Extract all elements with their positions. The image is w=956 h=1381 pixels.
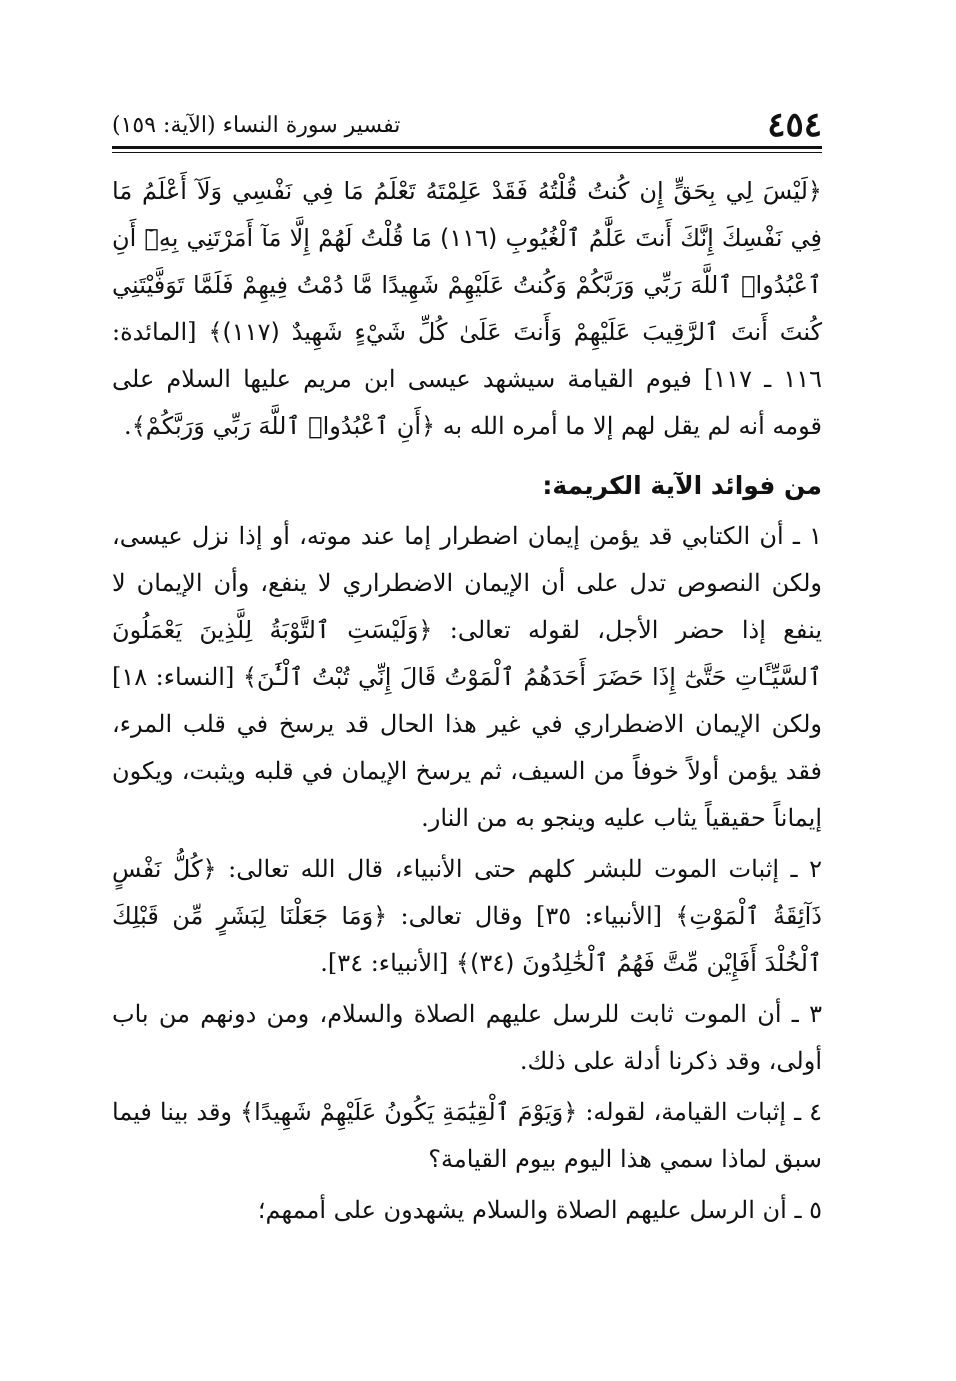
point-text: ٥ ـ أن الرسل عليهم الصلاة والسلام يشهدون على أممهم؛ bbox=[257, 1196, 822, 1224]
point-text: [النساء: ١٨] ولكن الإيمان الاضطراري في غير هذا الحال قد يرسخ في قلب المرء، فقد يؤمن أولاً خوفاً من السيف، ثم يرسخ الإيمان في قلبه ويثبت، ويكون إيماناً حقيقياً يثاب عليه وينجو به من النار. bbox=[112, 663, 822, 832]
benefit-point-4 bbox=[112, 1089, 822, 1183]
paragraph-end: . bbox=[124, 412, 132, 440]
point-text: وقد بينا فيما سبق لماذا سمي هذا اليوم بيوم القيامة؟ bbox=[112, 1098, 822, 1173]
quran-verse: ﴿وَيَوْمَ ٱلْقِيَٰمَةِ يَكُونُ عَلَيْهِمْ شَهِيدًا﴾ bbox=[240, 1098, 578, 1126]
intro-paragraph bbox=[112, 168, 822, 450]
point-text: [الأنبياء: ٣٤]. bbox=[320, 949, 456, 977]
point-text: [الأنبياء: ٣٥] وقال تعالى: bbox=[387, 902, 676, 930]
page-number: ٤٥٤ bbox=[767, 105, 822, 145]
point-text: ٤ ـ إثبات القيامة، لقوله: bbox=[577, 1098, 822, 1126]
section-heading: من فوائد الآية الكريمة: bbox=[542, 471, 822, 500]
page-header bbox=[112, 105, 822, 145]
quran-verse: ﴿وَلَيْسَتِ ٱلتَّوْبَةُ لِلَّذِينَ يَعْمَلُونَ ٱلسَّيِّـَٔاتِ حَتَّىٰٓ إِذَا حَضَرَ أَحَدَهُمُ ٱلْمَوْتُ قَالَ إِنِّي تُبْتُ ٱلْـَٰٔنَ﴾ bbox=[112, 616, 822, 691]
point-text: ٣ ـ أن الموت ثابت للرسل عليهم الصلاة والسلام، ومن دونهم من باب أولى، وقد ذكرنا أدلة على ذلك. bbox=[112, 1000, 822, 1075]
benefit-point-5 bbox=[112, 1187, 822, 1234]
verse-reference: [المائدة: ١١٦ ـ ١١٧] bbox=[112, 318, 823, 393]
quran-verse: ﴿وَمَا جَعَلْنَا لِبَشَرٍ مِّن قَبْلِكَ ٱلْخُلْدَ أَفَإِيْن مِّتَّ فَهُمُ ٱلْخَٰلِدُونَ (٣٤)﴾ bbox=[112, 902, 822, 977]
benefit-point-3 bbox=[112, 991, 822, 1085]
quran-verse: ﴿كُلُّ نَفْسٍ ذَآئِقَةُ ٱلْمَوْتِ﴾ bbox=[112, 855, 822, 930]
point-text: ٢ ـ إثبات الموت للبشر كلهم حتى الأنبياء، قال الله تعالى: bbox=[216, 855, 822, 883]
quran-verse: ﴿لَيْسَ لِي بِحَقٍّ إِن كُنتُ قُلْتُهُ فَقَدْ عَلِمْتَهُ تَعْلَمُ مَا فِي نَفْسِي وَلَآ أَعْلَمُ مَا فِي نَفْسِكَ إِنَّكَ أَنتَ عَلَّٰمُ ٱلْغُيُوبِ (١١٦) مَا قُلْتُ لَهُمْ إِلَّا مَآ أَمَرْتَنِي بِهِۦٓ أَنِ ٱعْبُدُوا۟ ٱللَّهَ رَبِّي وَرَبَّكُمْ وَكُنتُ عَلَيْهِمْ شَهِيدًا مَّا دُمْتُ فِيهِمْ فَلَمَّا تَوَفَّيْتَنِي كُنتَ أَنتَ ٱلرَّقِيبَ عَلَيْهِمْ وَأَنتَ عَلَىٰ كُلِّ شَيْءٍ شَهِيدٌ (١١٧)﴾ bbox=[112, 177, 822, 346]
quran-verse: ﴿أَنِ ٱعْبُدُوا۟ ٱللَّهَ رَبِّي وَرَبَّكُمْ﴾ bbox=[131, 412, 436, 440]
benefit-point-1 bbox=[112, 513, 822, 842]
header-rule-thin bbox=[112, 152, 822, 153]
benefit-point-2 bbox=[112, 846, 822, 987]
header-rule bbox=[112, 146, 822, 149]
paragraph-text: فيوم القيامة سيشهد عيسى ابن مريم عليها السلام على قومه أنه لم يقل لهم إلا ما أمره الله به bbox=[112, 365, 822, 440]
running-title: تفسير سورة النساء (الآية: ١٥٩) bbox=[112, 112, 401, 138]
page-body bbox=[112, 168, 822, 1234]
point-text: ١ ـ أن الكتابي قد يؤمن إيمان اضطرار إما عند موته، أو إذا نزل عيسى، ولكن النصوص تدل على أن الإيمان الاضطراري لا ينفع، وأن الإيمان لا ينفع إذا حضر الأجل، لقوله تعالى: bbox=[112, 522, 822, 644]
